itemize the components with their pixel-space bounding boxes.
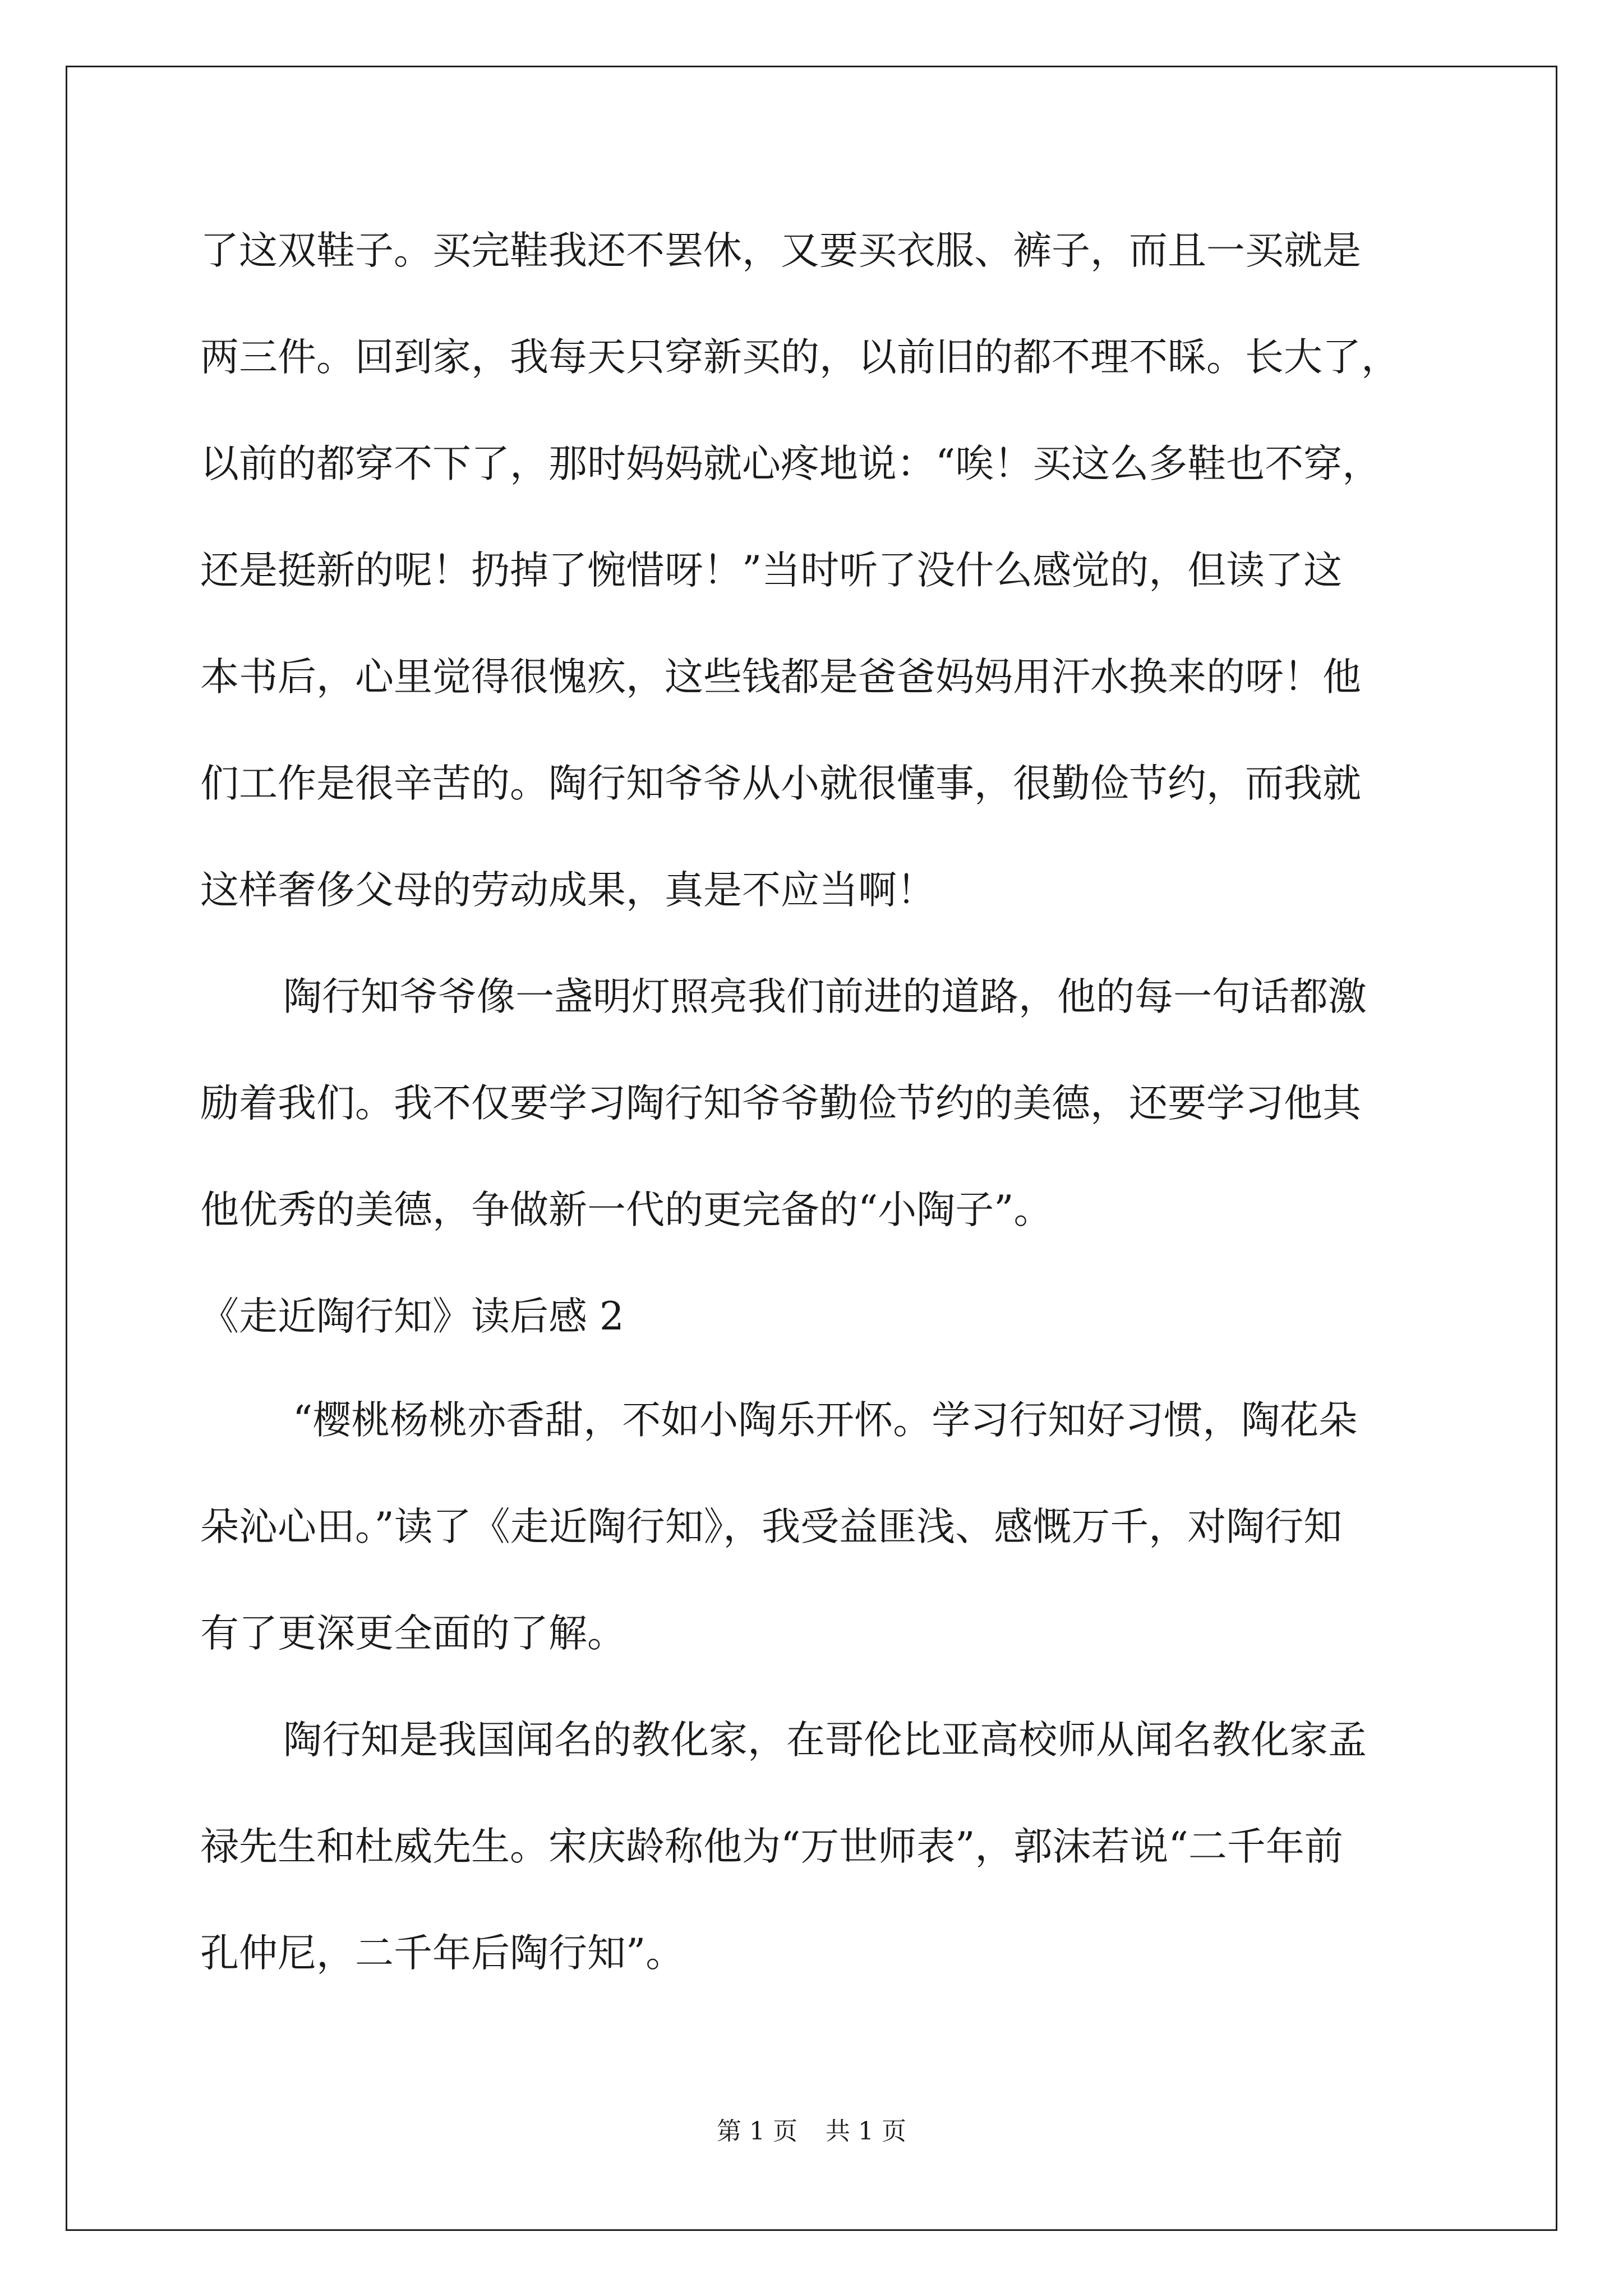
text-line: 们工作是很辛苦的。陶行知爷爷从小就很懂事，很勤俭节约，而我就: [200, 761, 1361, 806]
section-heading: 《走近陶行知》读后感 2: [200, 1294, 624, 1339]
text-line: 朵沁心田。”读了《走近陶行知》，我受益匪浅、感慨万千，对陶行知: [200, 1504, 1343, 1549]
paragraph-first-line: 陶行知是我国闻名的教化家，在哥伦比亚高校师从闻名教化家孟: [283, 1718, 1367, 1763]
text-line: 还是挺新的呢！扔掉了惋惜呀！”当时听了没什么感觉的，但读了这: [200, 548, 1343, 593]
text-line: 有了更深更全面的了解。: [200, 1611, 626, 1656]
text-line: 励着我们。我不仅要学习陶行知爷爷勤俭节约的美德，还要学习他其: [200, 1081, 1361, 1126]
page-total: 共 1 页: [826, 2117, 906, 2146]
text-line: 他优秀的美德，争做新一代的更完备的“小陶子”。: [200, 1188, 1053, 1232]
document-body: [200, 220, 1434, 2029]
text-line: 禄先生和杜威先生。宋庆龄称他为“万世师表”，郭沫若说“二千年前: [200, 1824, 1343, 1869]
text-line: 本书后，心里觉得很愧疚，这些钱都是爸爸妈妈用汗水换来的呀！他: [200, 655, 1361, 700]
text-line: 了这双鞋子。买完鞋我还不罢休，又要买衣服、裤子，而且一买就是: [200, 228, 1361, 273]
text-line: 两三件。回到家，我每天只穿新买的，以前旧的都不理不睬。长大了，: [200, 335, 1400, 380]
page-number: 第 1 页: [717, 2117, 797, 2146]
text-line: 孔仲尼，二千年后陶行知”。: [200, 1931, 685, 1976]
text-line: 这样奢侈父母的劳动成果，真是不应当啊！: [200, 868, 935, 913]
paragraph-first-line: 陶行知爷爷像一盏明灯照亮我们前进的道路，他的每一句话都激: [283, 974, 1367, 1019]
text-line: 以前的都穿不下了，那时妈妈就心疼地说：“唉！买这么多鞋也不穿，: [200, 441, 1381, 486]
paragraph-first-line: “樱桃杨桃亦香甜，不如小陶乐开怀。学习行知好习惯，陶花朵: [293, 1398, 1358, 1443]
page-footer: [0, 2115, 1623, 2148]
